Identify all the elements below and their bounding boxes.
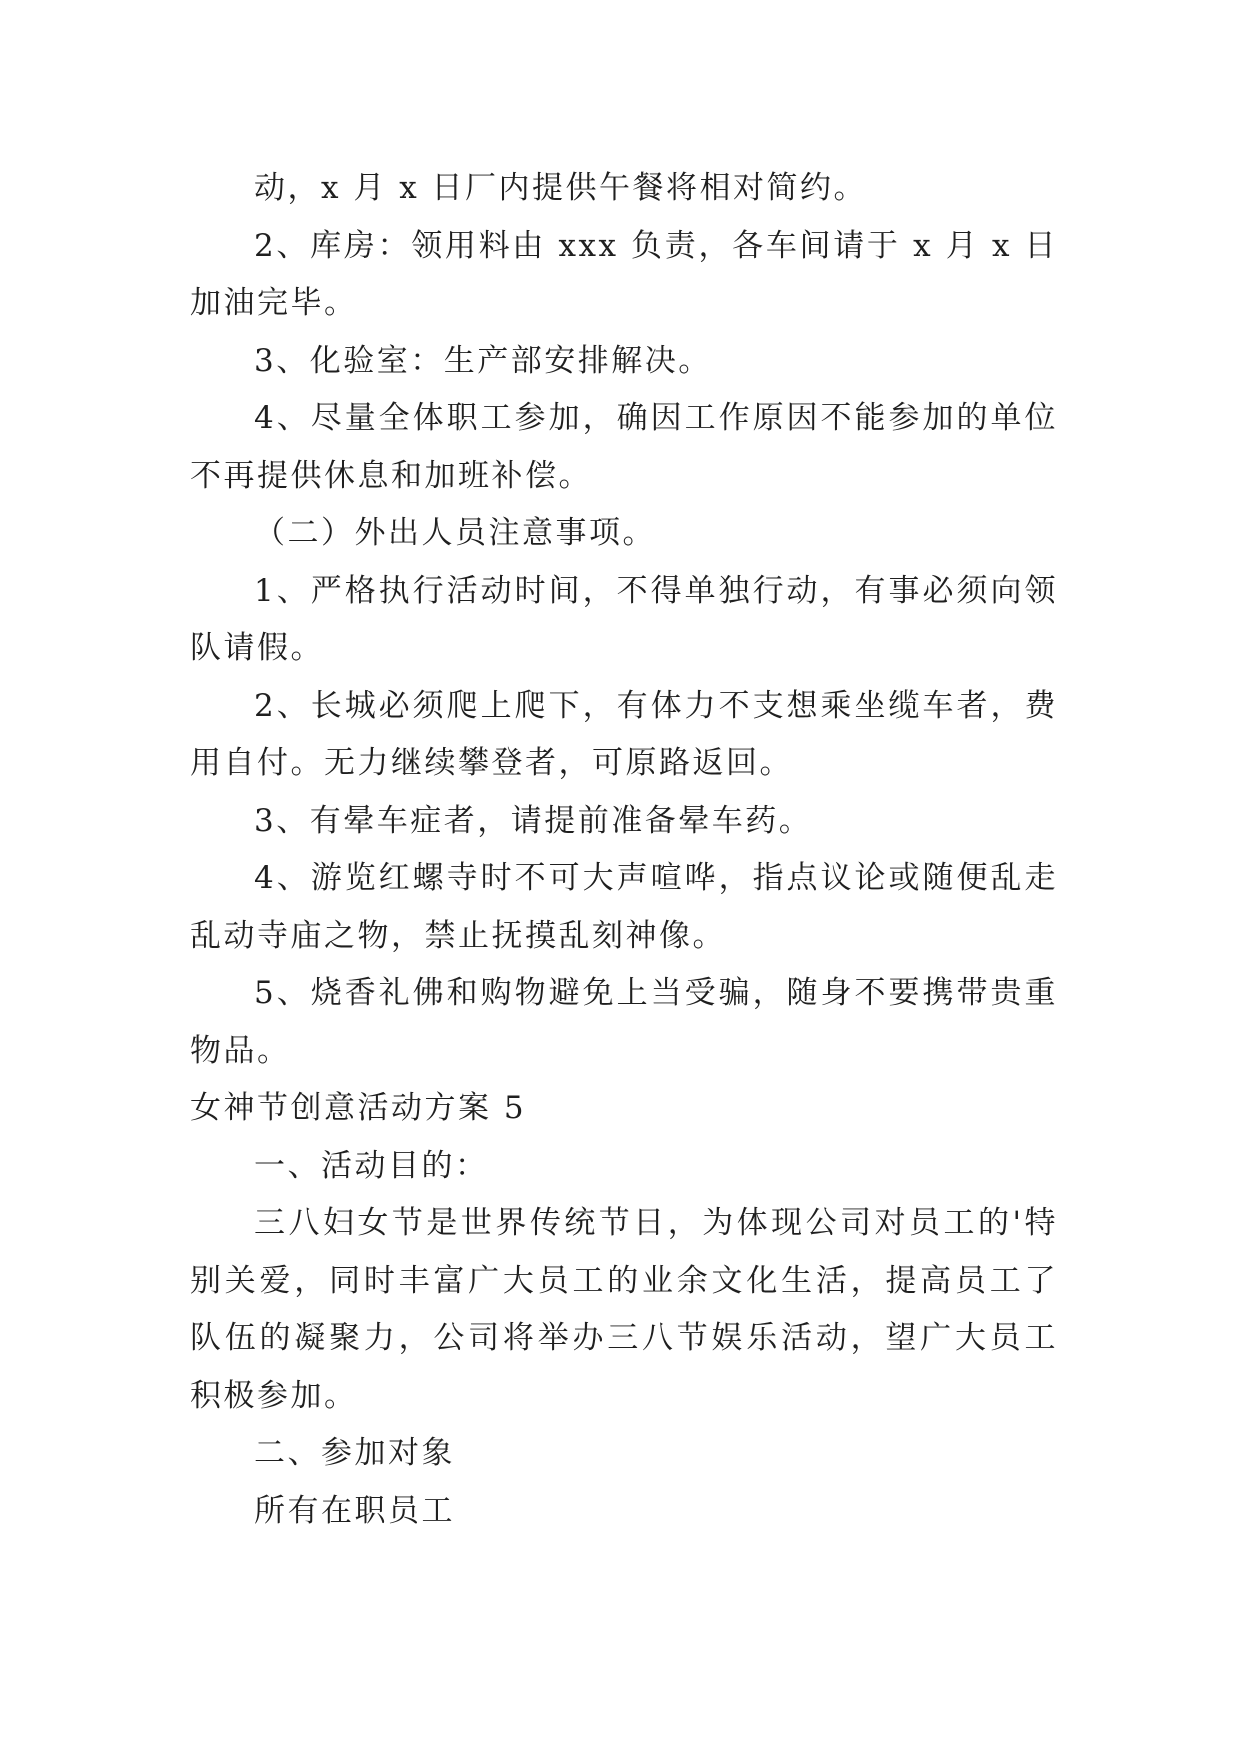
paragraph-participants: 所有在职员工: [254, 1492, 455, 1529]
paragraph-note-3: 3、有晕车症者，请提前准备晕车药。: [254, 802, 813, 839]
paragraph-lunch-note: 动，x 月 x 日厂内提供午餐将相对简约。: [254, 170, 868, 206]
section-heading-participants: 二、参加对象: [254, 1435, 455, 1471]
paragraph-note-2: 2、长城必须爬上爬下，有体力不支想乘坐缆车者，费用自付。无力继续攀登者，可原路返回。: [190, 687, 1058, 781]
section-heading-purpose: 一、活动目的：: [254, 1147, 489, 1184]
paragraph-note-1: 1、严格执行活动时间，不得单独行动，有事必须向领队请假。: [190, 572, 1058, 666]
section-heading-notes: （二）外出人员注意事项。: [254, 515, 656, 551]
document-body: [190, 160, 1058, 1540]
paragraph-warehouse: 2、库房：领用料由 xxx 负责，各车间请于 x 月 x 日加油完毕。: [190, 227, 1058, 321]
paragraph-participation: 4、尽量全体职工参加，确因工作原因不能参加的单位不再提供休息和加班补偿。: [190, 400, 1058, 494]
paragraph-note-5: 5、烧香礼佛和购物避免上当受骗，随身不要携带贵重物品。: [190, 975, 1058, 1069]
paragraph-note-4: 4、游览红螺寺时不可大声喧哗，指点议论或随便乱走乱动寺庙之物，禁止抚摸乱刻神像。: [190, 860, 1058, 954]
paragraph-lab: 3、化验室：生产部安排解决。: [254, 342, 712, 379]
paragraph-purpose: 三八妇女节是世界传统节日，为体现公司对员工的'特别关爱，同时丰富广大员工的业余文化生活，提高员工了队伍的凝聚力，公司将举办三八节娱乐活动，望广大员工积极参加。: [190, 1205, 1058, 1414]
document-title: 女神节创意活动方案 5: [190, 1090, 527, 1126]
